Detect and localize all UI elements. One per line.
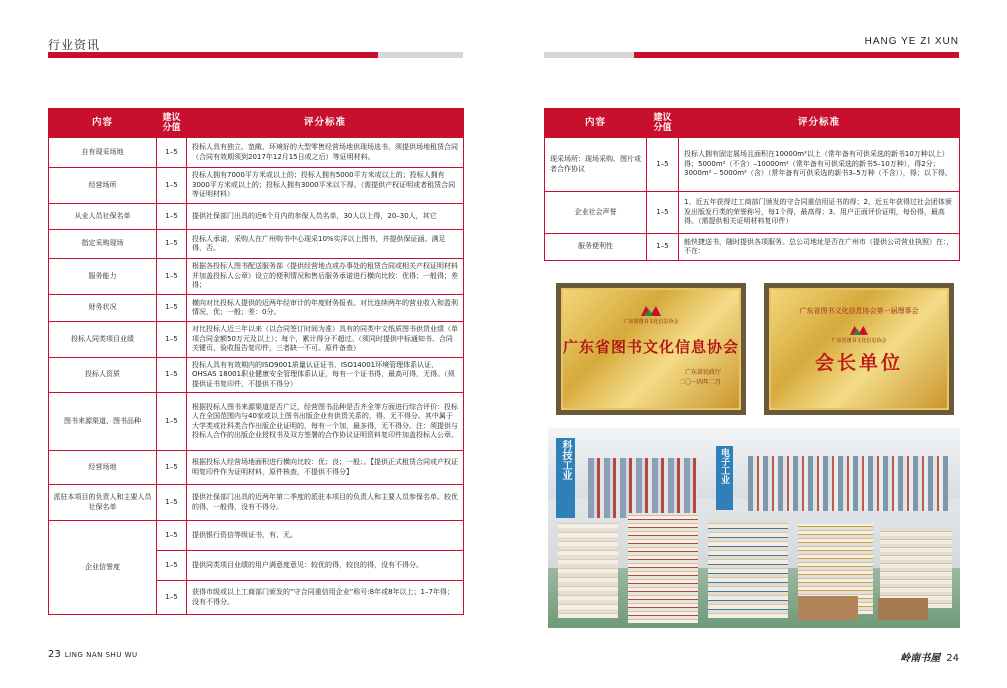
row-criteria: 提供同类项目业绩的用户满意度意见：较优的得，较良的得，没有不得分。 [187, 551, 464, 581]
row-criteria: 投标人承诺，采购人在广州购书中心现采10%实洋以上图书，并提供保证涵。满足得，否。 [187, 230, 464, 259]
header-rule-red [634, 52, 959, 58]
category-sign: 科技工业 [556, 438, 575, 518]
row-item: 派驻本项目的负责人和主要人员社保名单 [49, 485, 157, 521]
row-score: 1–5 [157, 581, 187, 615]
row-score: 1–5 [647, 192, 679, 234]
row-item: 企业信誉度 [49, 521, 157, 615]
row-criteria: 提供社保部门出具的近6个月内的参保人员名单，30人以上得，20–30人，其它 [187, 204, 464, 230]
header-criteria: 评分标准 [679, 109, 960, 138]
row-item: 自有现采场地 [49, 138, 157, 168]
row-item: 投标人资质 [49, 358, 157, 393]
table-row [49, 393, 464, 451]
table-row [545, 138, 960, 192]
row-criteria: 根据各投标人图书配送服务部（提供经营地点或办事处的租赁合同或相关产权证明材料并加盖投标人公章）设立的便利情况和售后服务承诺进行横向比较：优得；一般得；差得； [187, 259, 464, 295]
row-score: 1–5 [157, 138, 187, 168]
bookstore-photo [548, 428, 960, 628]
header-content: 内容 [49, 109, 157, 138]
plaque-arc-text: 广东省图书文化信息协会第一届理事会 [799, 307, 919, 315]
row-score: 1–5 [157, 521, 187, 551]
row-score: 1–5 [157, 551, 187, 581]
table-row [49, 451, 464, 485]
bookshelf [748, 456, 948, 511]
book-stack [880, 528, 952, 608]
row-score: 1–5 [157, 168, 187, 204]
category-sign: 电子工业 [716, 446, 733, 510]
plaque-issuer [679, 368, 721, 387]
row-item: 企业社会声誉 [545, 192, 647, 234]
row-score: 1–5 [157, 485, 187, 521]
row-criteria: 能快捷送书，随时提供各项服务。总公司地址是否在广州市（提供公司营业执照）在：，不在： [679, 234, 960, 261]
header-rule [48, 52, 463, 58]
plaque-face [561, 288, 741, 410]
row-score: 1–5 [157, 451, 187, 485]
table-row [49, 259, 464, 295]
row-score: 1–5 [157, 322, 187, 358]
plaque-caption: 广东省图书文化信息协会 [831, 338, 887, 344]
page-number [900, 649, 959, 664]
cardboard-box [798, 596, 858, 620]
header-score: 建议 分值 [647, 109, 679, 138]
row-criteria: 提供银行资信等级证书，有、无。 [187, 521, 464, 551]
table-row [545, 234, 960, 261]
row-item: 投标人同类项目业绩 [49, 322, 157, 358]
row-score: 1–5 [157, 295, 187, 322]
page-footer-text: LING NAN SHU WU [64, 651, 138, 659]
row-item: 财务状况 [49, 295, 157, 322]
plaque-issuer-name: 广东省民政厅 [684, 369, 721, 376]
table-row [49, 204, 464, 230]
row-item: 从业人员社保名单 [49, 204, 157, 230]
table-header-row [49, 109, 464, 138]
association-logo-icon [641, 304, 661, 316]
section-title: 行业资讯 [48, 38, 101, 52]
cardboard-box [878, 598, 928, 620]
row-criteria: 横向对比投标人提供的近两年经审计的年度财务报表。对比连续两年的营业收入和盈利情况，优；一般；差：0分。 [187, 295, 464, 322]
book-stack [558, 523, 618, 618]
plaque-date: 二〇一四年二月 [678, 378, 721, 386]
page-number-value: 24 [946, 653, 959, 664]
header-rule [544, 52, 959, 58]
table-row [49, 521, 464, 551]
header-score: 建议 分值 [157, 109, 187, 138]
row-item: 现采场所：现场采购、图片或者合作协议 [545, 138, 647, 192]
row-item: 指定采购现场 [49, 230, 157, 259]
row-item: 服务便利性 [545, 234, 647, 261]
header-criteria: 评分标准 [187, 109, 464, 138]
table-row [49, 168, 464, 204]
row-item: 经营场地 [49, 451, 157, 485]
row-item: 经营场所 [49, 168, 157, 204]
header-rule-grey [378, 52, 463, 58]
table-row [49, 138, 464, 168]
table-row [49, 322, 464, 358]
header-rule-grey [544, 52, 634, 58]
table-row [545, 192, 960, 234]
row-criteria: 获得市级或以上工商部门颁发的“守合同重信用企业”称号:8年或8年以上；1–7年得；没有不得分。 [187, 581, 464, 615]
row-score: 1–5 [157, 259, 187, 295]
row-score: 1–5 [647, 234, 679, 261]
table-row [49, 485, 464, 521]
scoring-table-right [544, 108, 960, 261]
plaque-caption: 广东省图书文化信息协会 [623, 319, 679, 325]
row-score: 1–5 [157, 204, 187, 230]
row-score: 1–5 [647, 138, 679, 192]
table-header-row [545, 109, 960, 138]
row-score: 1–5 [157, 230, 187, 259]
book-stack [628, 513, 698, 623]
row-criteria: 对比投标人近三年以来（以合同签订时间为准）具有的同类中文纸质图书供货业绩（单项合同金额50万元及以上）；每个，累计得分不超过。（须同时提供中标通知书、合同关键页、验收报告复印件，三者缺一不可。原件备查） [187, 322, 464, 358]
table-row [49, 358, 464, 393]
row-criteria: 根据投标人图书来源渠道是否广泛，经营图书品种是否齐全等方面进行综合评价：投标人在全国范围内与40家或以上图书出版企业有供货关系的，得，无不得分。其中属于大学类或社科类合作出版企业证明的，每有一个加，最多得，无不得分。注：须提供与投标人合作的出版企业授权书及双方签署的合作协议证明资料复印件加盖投标人公章。 [187, 393, 464, 451]
row-criteria: 投标人具有有效期内的ISO9001质量认证证书、ISO14001环境管理体系认证、OHSAS 18001职业健康安全管理体系认证，每有一个证书得，最高可得，无得。（须提供证书复印件，不提供不得分） [187, 358, 464, 393]
section-title-pinyin: HANG YE ZI XUN [864, 36, 959, 47]
table-row [49, 295, 464, 322]
book-stack [708, 520, 788, 618]
row-item: 服务能力 [49, 259, 157, 295]
row-criteria: 投标人拥有7000平方米或以上的；投标人拥有5000平方米或以上的；投标人拥有3000平方米或以上的；投标人拥有3000平米以下得。（需提供产权证明或者租赁合同等证明材料） [187, 168, 464, 204]
left-page [0, 0, 503, 688]
page-number-value: 23 [48, 649, 61, 660]
row-criteria: 投标人具有独立、宽敞、环境好的大型零售经营场地供现场选书，须提供场地租赁合同（合同有效期须到2017年12月15日或之后）等证明材料。 [187, 138, 464, 168]
row-item: 图书来源渠道、图书品种 [49, 393, 157, 451]
header-content: 内容 [545, 109, 647, 138]
page-number [48, 649, 138, 660]
association-logo-icon [850, 324, 868, 335]
right-page [504, 0, 1007, 688]
row-score: 1–5 [157, 393, 187, 451]
row-criteria: 投标人拥有固定展场且面积在10000m²以上（常年备有可供采选的新书10万种以上）得；5000m²（不含）–10000m²（常年备有可供采选的新书5–10万种），得2分；3000m² – 5000m²（含）（常年备有可供采选的新书3–5万种（不含）），得；以下得。 [679, 138, 960, 192]
row-criteria: 根据投标人经营场地面积进行横向比较：优；良；一般；。【提供正式租赁合同或产权证明复印件作为证明材料，原件核查，不提供不得分】 [187, 451, 464, 485]
header-rule-red [48, 52, 378, 58]
row-score: 1–5 [157, 358, 187, 393]
plaque-photo-president-unit [764, 283, 954, 415]
brand-wordmark: 岭南书屋 [900, 653, 941, 664]
plaque-face [769, 288, 949, 410]
plaque-title: 广东省图书文化信息协会 [563, 338, 740, 356]
plaque-photo-association [556, 283, 746, 415]
row-criteria: 提供社保部门出具的近两年第二季度的派驻本项目的负责人和主要人员参保名单。较优的得，一般得，没有不得分。 [187, 485, 464, 521]
scoring-table-left [48, 108, 464, 615]
row-criteria: 1、近五年获得过工商部门颁发的守合同重信用证书的得；2、近五年获得过社会团体颁发出版发行类的荣誉称号，每1个得，最高得；3、用户正面评价证明，每份得，最高得。（需提供相关证明材料复印件） [679, 192, 960, 234]
plaque-title: 会长单位 [814, 352, 903, 374]
bookshelf [588, 458, 698, 518]
table-row [49, 230, 464, 259]
